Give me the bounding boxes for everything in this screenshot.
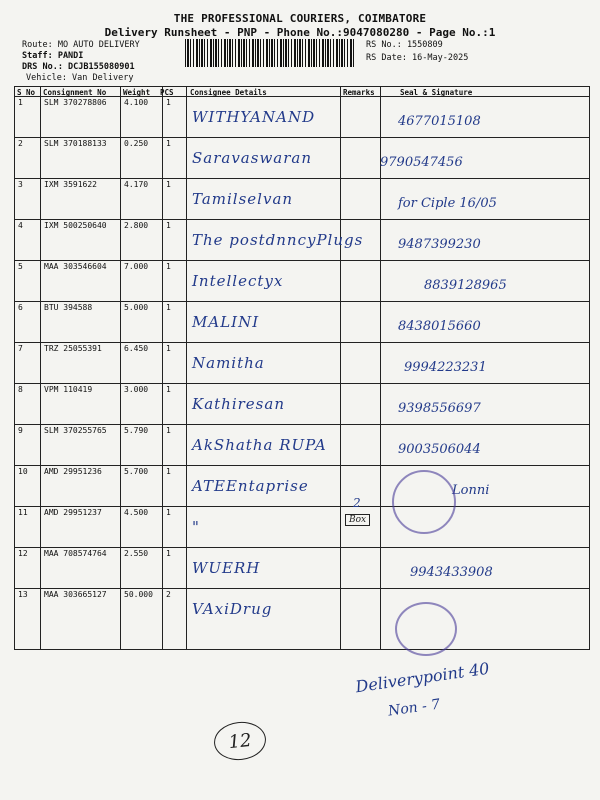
row-consignee-name: Namitha: [192, 354, 265, 372]
company-seal-stamp: [392, 470, 456, 534]
row-consignment-no: AMD 29951237: [44, 508, 102, 517]
row-weight: 50.000: [124, 590, 153, 599]
row-consignee-name: WITHYANAND: [192, 108, 316, 126]
row-consignee-name: ATEEntaprise: [192, 477, 309, 495]
row-signature: 9487399230: [398, 237, 481, 252]
row-consignee-name: ": [192, 518, 200, 536]
row-consignee-name: Intellectyx: [192, 272, 284, 290]
row-consignment-no: BTU 394588: [44, 303, 93, 312]
col-weight: Weight: [123, 88, 151, 97]
row-signature: 4677015108: [398, 114, 481, 129]
row-consignment-no: SLM 370255765: [44, 426, 107, 435]
row-sno: 10: [18, 467, 28, 476]
drs-label: DRS No.: DCJB155080901: [22, 62, 135, 72]
company-title: THE PROFESSIONAL COURIERS, COIMBATORE: [173, 12, 427, 25]
row-consignee-name: WUERH: [192, 559, 261, 577]
remark-count: 2: [353, 496, 361, 510]
row-signature: 8839128965: [424, 278, 507, 293]
company-seal-stamp: [395, 602, 457, 656]
row-consignment-no: IXM 3591622: [44, 180, 97, 189]
row-weight: 3.000: [124, 385, 149, 394]
remark-unit: Box: [345, 514, 370, 526]
vehicle-label: Vehicle: Van Delivery: [26, 73, 134, 83]
runsheet-table: [14, 86, 590, 650]
row-pcs: 1: [166, 467, 171, 476]
row-sno: 8: [18, 385, 23, 394]
row-weight: 0.250: [124, 139, 149, 148]
circled-count: 12: [212, 719, 268, 762]
row-signature: Lonni: [452, 483, 490, 498]
row-weight: 2.550: [124, 549, 149, 558]
row-sno: 3: [18, 180, 23, 189]
row-consignee-name: MALINI: [192, 313, 260, 331]
handwritten-delivery-note: Deliverypoint 40: [354, 658, 491, 697]
row-pcs: 2: [166, 590, 171, 599]
barcode: [185, 39, 355, 67]
row-sno: 13: [18, 590, 28, 599]
runsheet-subtitle: Delivery Runsheet - PNP - Phone No.:9047080280 - Page No.:1: [104, 26, 496, 39]
row-sno: 9: [18, 426, 23, 435]
row-consignment-no: MAA 708574764: [44, 549, 107, 558]
row-consignment-no: AMD 29951236: [44, 467, 102, 476]
col-sno: S No: [17, 88, 36, 97]
row-signature: 8438015660: [398, 319, 481, 334]
row-sno: 5: [18, 262, 23, 271]
row-pcs: 1: [166, 221, 171, 230]
row-weight: 4.100: [124, 98, 149, 107]
row-pcs: 1: [166, 139, 171, 148]
row-sno: 2: [18, 139, 23, 148]
row-signature: 9994223231: [404, 360, 487, 375]
col-seal: Seal & Signature: [400, 88, 473, 97]
row-sno: 4: [18, 221, 23, 230]
row-signature: for Ciple 16/05: [398, 196, 497, 211]
row-consignment-no: MAA 303546604: [44, 262, 107, 271]
row-weight: 6.450: [124, 344, 149, 353]
col-remarks: Remarks: [343, 88, 375, 97]
row-pcs: 1: [166, 180, 171, 189]
row-weight: 4.170: [124, 180, 149, 189]
row-consignment-no: SLM 370188133: [44, 139, 107, 148]
row-signature: 9003506044: [398, 442, 481, 457]
row-pcs: 1: [166, 426, 171, 435]
col-pcs: PCS: [160, 88, 174, 97]
handwritten-non-note: Non - 7: [387, 696, 442, 720]
row-consignment-no: VPM 110419: [44, 385, 93, 394]
row-signature: 9790547456: [380, 155, 463, 170]
rs-number: RS No.: 1550809: [366, 40, 443, 50]
row-consignment-no: IXM 500250640: [44, 221, 107, 230]
row-weight: 4.500: [124, 508, 149, 517]
row-weight: 5.790: [124, 426, 149, 435]
row-pcs: 1: [166, 344, 171, 353]
row-consignee-name: AkShatha RUPA: [192, 436, 327, 454]
row-sno: 6: [18, 303, 23, 312]
col-consignment: Consignment No: [43, 88, 107, 97]
row-weight: 5.700: [124, 467, 149, 476]
row-sno: 11: [18, 508, 28, 517]
col-consignee: Consignee Details: [190, 88, 267, 97]
row-consignment-no: MAA 303665127: [44, 590, 107, 599]
row-weight: 7.000: [124, 262, 149, 271]
row-consignee-name: Saravaswaran: [192, 149, 313, 167]
row-consignment-no: SLM 370278806: [44, 98, 107, 107]
row-pcs: 1: [166, 508, 171, 517]
row-sno: 7: [18, 344, 23, 353]
row-pcs: 1: [166, 98, 171, 107]
row-weight: 5.000: [124, 303, 149, 312]
row-signature: 9398556697: [398, 401, 481, 416]
row-pcs: 1: [166, 303, 171, 312]
row-consignee-name: Tamilselvan: [192, 190, 294, 208]
row-pcs: 1: [166, 262, 171, 271]
row-signature: 9943433908: [410, 565, 493, 580]
rs-date: RS Date: 16-May-2025: [366, 53, 469, 63]
row-consignment-no: TRZ 25055391: [44, 344, 102, 353]
row-consignee-name: VAxiDrug: [192, 600, 273, 618]
row-consignee-name: Kathiresan: [192, 395, 285, 413]
route-label: Route: MO AUTO DELIVERY: [22, 40, 140, 50]
row-weight: 2.800: [124, 221, 149, 230]
row-sno: 12: [18, 549, 28, 558]
row-consignee-name: The postdnncyPlugs: [192, 231, 364, 249]
row-pcs: 1: [166, 549, 171, 558]
row-pcs: 1: [166, 385, 171, 394]
row-sno: 1: [18, 98, 23, 107]
staff-label: Staff: PANDI: [22, 51, 84, 61]
